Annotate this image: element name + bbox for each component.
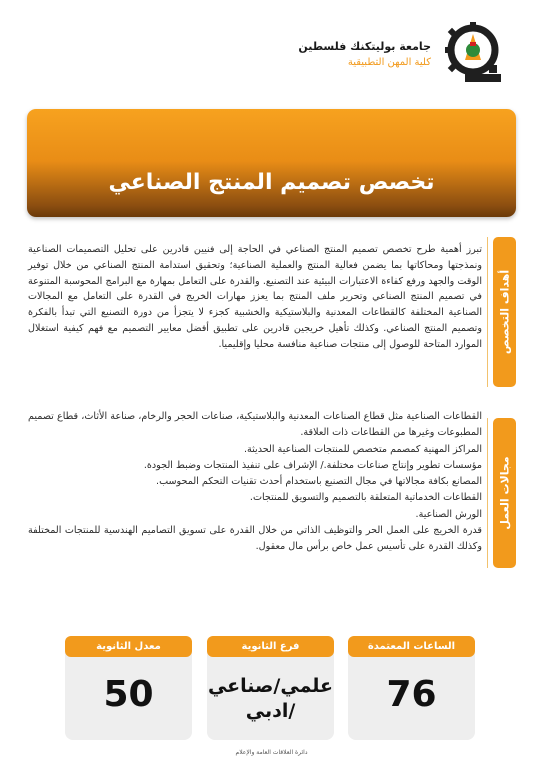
list-item: مؤسسات تطوير وإنتاج صناعات مختلفة./ الإشراف على تنفيذ المنتجات وضبط الجودة. xyxy=(143,459,482,471)
stat-value: علمي/صناعي /ادبي xyxy=(207,675,334,722)
list-item: المراكز المهنية كمصمم متخصص للمنتجات الصناعية الحديثة. xyxy=(243,443,482,455)
list-item: قدرة الخريج على العمل الحر والتوظيف الذاتي من خلال القدرة على تسويق التصاميم الهندسية للمنتجات المختلفة وكذلك القدرة على تأسيس عمل خاص برأس مال معقول. xyxy=(28,525,482,553)
list-item: الورش الصناعية. xyxy=(415,508,482,520)
title-banner xyxy=(27,109,516,217)
stat-value: 76 xyxy=(386,674,437,715)
objectives-paragraph: تبرز أهمية طرح تخصص تصميم المنتج الصناعي في الحاجة إلى فنيين قادرين على تحليل التصميمات الصناعية ونمذجتها ومحاكاتها بما يضمن فعالية المنتج والعملية الصناعية؛ وتحقيق استدامة المنتج الصناعي من خلال توفير الوقت والجهد ورفع كفاءة الاعتبارات البيئية عند التصنيع. والقدرة على التعامل بمهارة مع البرامج المحوسبة المتنوعة في تصميم المنتج الصناعي وتحرير ملف المنتج بما يعزز مهارات الخريج في القدرة على التعامل مع المجالات الصناعية المختلفة كالقطاعات المعدنية والبلاستيكية والخشبية كجزء لا يتجزأ من دورة التصنيع التي تبدأ بالفكرة وتصميم المنتج الصناعي. وكذلك تأهيل خريجين قادرين على تطبيق أفضل معايير التصميم مع فهم كيفية استغلال الموارد المتاحة للوصول إلى منتجات صناعية منافسة محليا وإقليميا. xyxy=(28,244,482,350)
list-item: المصانع بكافة مجالاتها في مجال التصنيع باستخدام أحدث تقنيات التحكم المحوسب. xyxy=(156,476,482,488)
stat-label: الساعات المعتمدة xyxy=(348,636,475,657)
stat-card-average xyxy=(65,636,192,740)
tab-fields-label: مجالات العمل xyxy=(498,456,511,530)
tab-fields xyxy=(493,418,516,568)
tab-objectives-label: أهداف التخصص xyxy=(498,269,511,355)
tab-objectives xyxy=(493,237,516,387)
university-name: جامعة بوليتكنك فلسطين xyxy=(298,40,431,53)
university-logo-icon xyxy=(443,20,503,84)
list-item: القطاعات الصناعية مثل قطاع الصناعات المعدنية والبلاستيكية، صناعات الحجر والرخام، صناعة الأثاث، قطاع تصميم المطبوعات وغيرها من القطاعات ذات العلاقة. xyxy=(28,411,482,439)
page-title: تخصص تصميم المنتج الصناعي xyxy=(108,170,435,195)
stat-card-branch xyxy=(207,636,334,740)
fields-list xyxy=(28,409,482,556)
stat-card-hours xyxy=(348,636,475,740)
stat-label: معدل الثانوية xyxy=(65,636,192,657)
tab-divider xyxy=(487,418,488,568)
stat-value: 50 xyxy=(103,674,154,715)
footer-credit: دائرة العلاقات العامة والإعلام xyxy=(235,749,308,756)
tab-divider xyxy=(487,237,488,387)
stat-label: فرع الثانوية xyxy=(207,636,334,657)
list-item: القطاعات الخدماتية المتعلقة بالتصميم والتسويق للمنتجات. xyxy=(249,492,482,504)
college-name: كلية المهن التطبيقية xyxy=(347,57,431,68)
